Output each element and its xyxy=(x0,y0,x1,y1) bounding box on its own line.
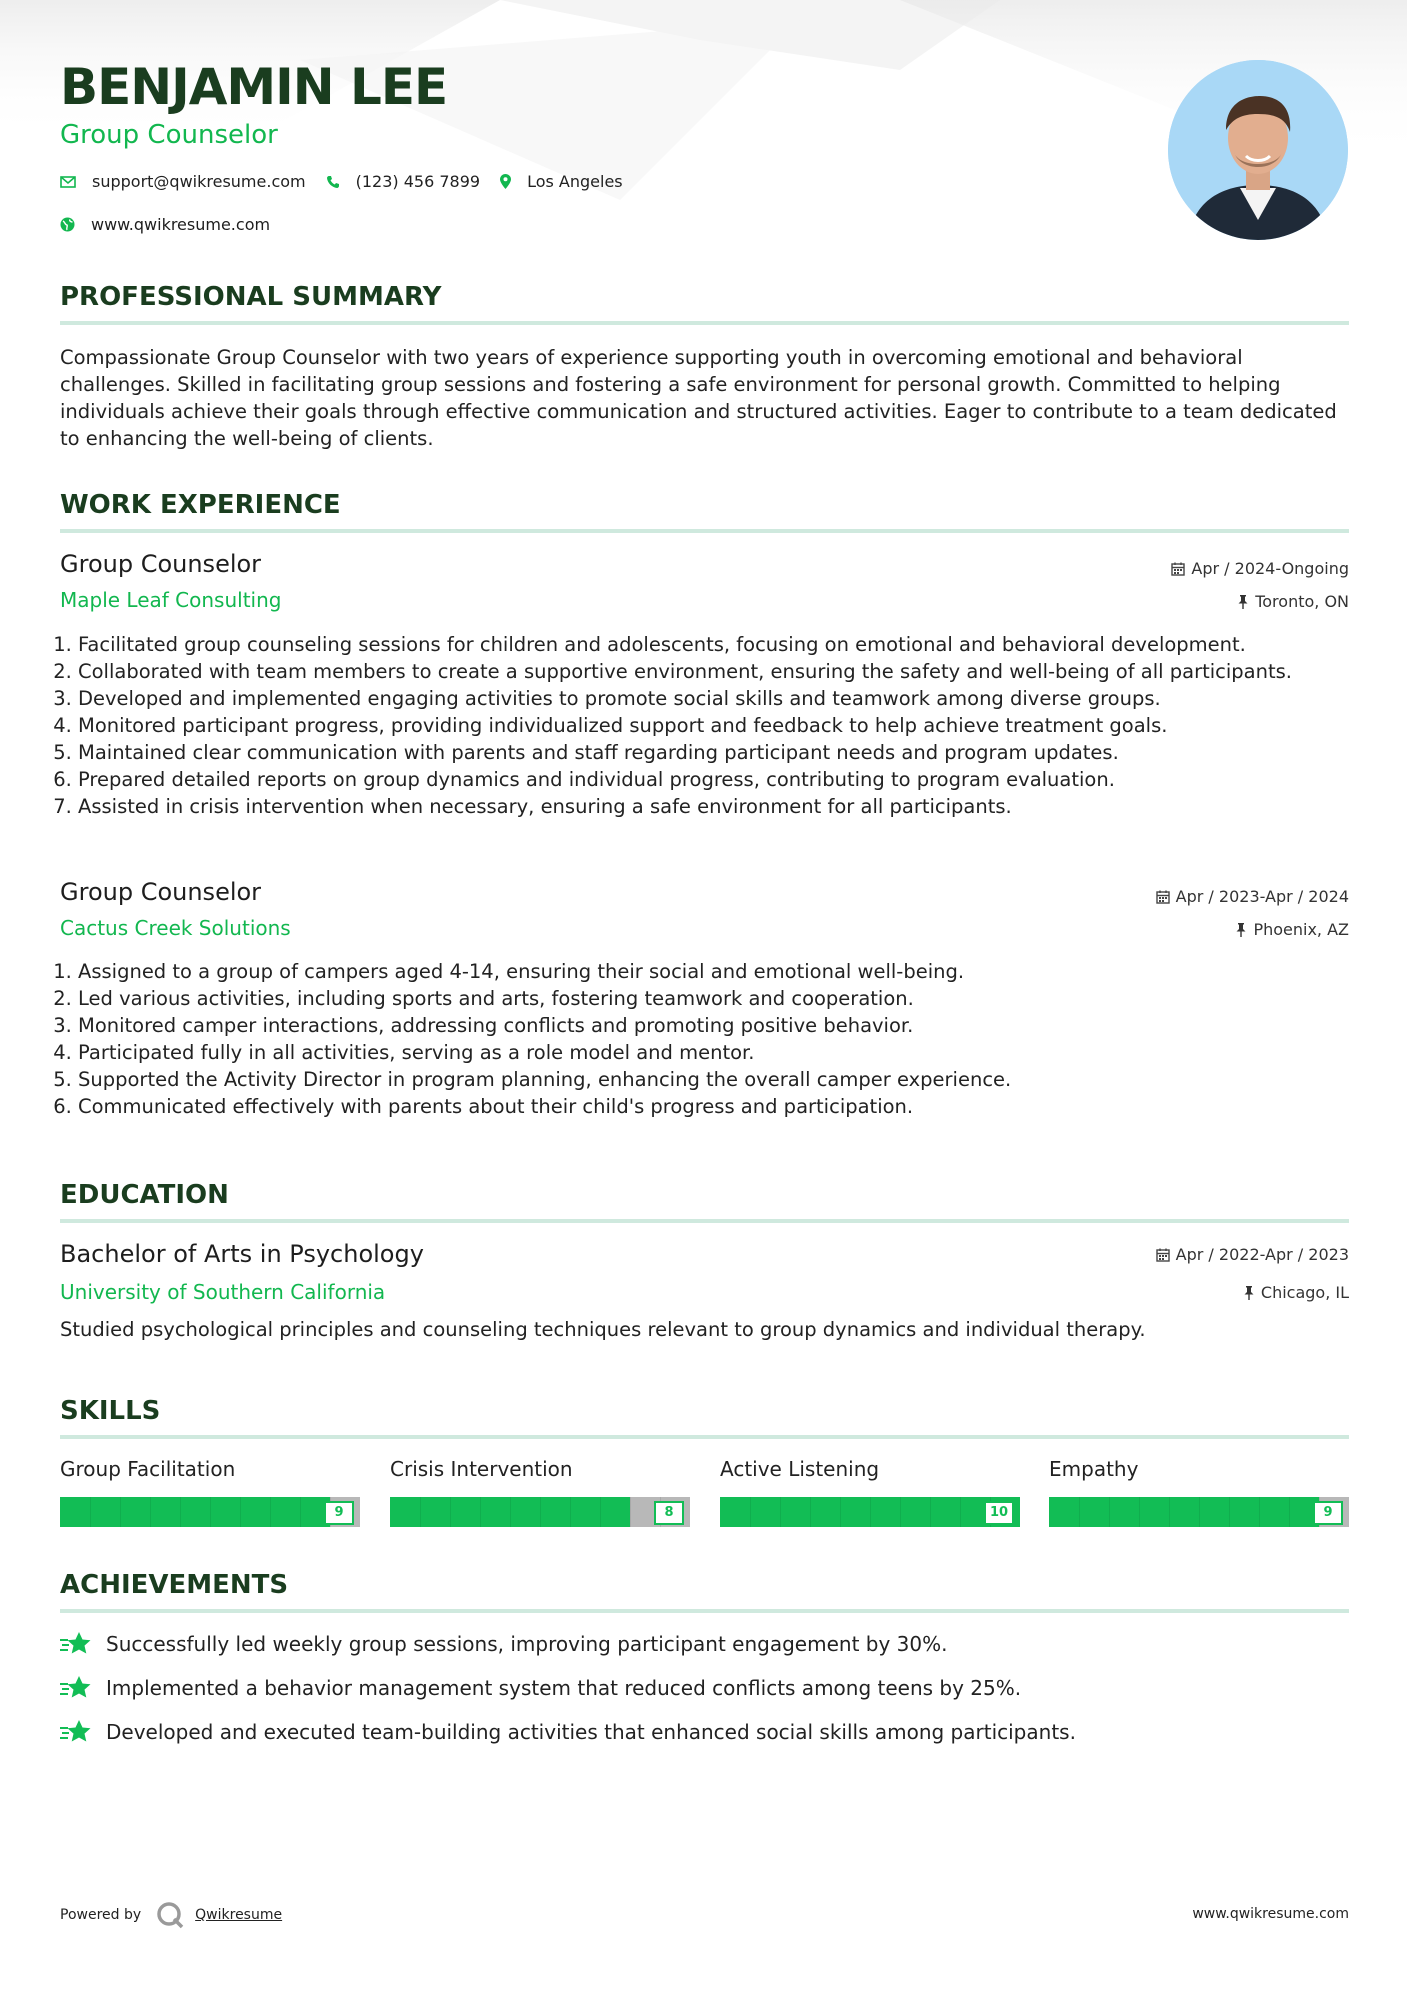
education-dates xyxy=(1156,1245,1349,1264)
skill-bar-segment xyxy=(810,1497,811,1527)
education-heading: EDUCATION xyxy=(60,1180,229,1210)
skill-item xyxy=(390,1457,690,1527)
list-item: 1. Assigned to a group of campers aged 4-14, ensuring their social and emotional well-being. xyxy=(78,958,1367,985)
skill-item xyxy=(720,1457,1020,1527)
star-award-icon xyxy=(60,1675,92,1701)
job-location-text: Phoenix, AZ xyxy=(1253,920,1349,939)
map-pin-icon xyxy=(500,174,511,189)
list-item: 5. Maintained clear communication with parents and staff regarding participant needs and program updates. xyxy=(78,739,1367,766)
website-text: www.qwikresume.com xyxy=(91,215,271,234)
job-dates-text: Apr / 2023-Apr / 2024 xyxy=(1175,887,1349,906)
skill-bar-segment xyxy=(600,1497,601,1527)
skill-bar-segment xyxy=(150,1497,151,1527)
job-company: Maple Leaf Consulting xyxy=(60,588,282,612)
skill-score: 9 xyxy=(324,1501,354,1525)
job-dates xyxy=(1171,559,1349,578)
education-location-text: Chicago, IL xyxy=(1260,1283,1349,1302)
skill-bar-fill xyxy=(1049,1497,1319,1527)
skills-heading: SKILLS xyxy=(60,1396,161,1426)
phone-text: (123) 456 7899 xyxy=(355,172,481,191)
globe-icon xyxy=(60,217,75,232)
achievement-text: Implemented a behavior management system that reduced conflicts among teens by 25%. xyxy=(106,1676,1022,1700)
skill-bar-segment xyxy=(540,1497,541,1527)
list-item: 6. Communicated effectively with parents about their child's progress and participation. xyxy=(78,1093,1367,1120)
skill-name: Group Facilitation xyxy=(60,1457,236,1481)
skill-bar-segment xyxy=(750,1497,751,1527)
star-award-icon xyxy=(60,1719,92,1745)
skill-bar-segment xyxy=(240,1497,241,1527)
skill-rating-bar xyxy=(1049,1497,1349,1527)
skill-bar-segment xyxy=(420,1497,421,1527)
skill-score: 10 xyxy=(984,1501,1014,1525)
skill-rating-bar xyxy=(390,1497,690,1527)
school-name: University of Southern California xyxy=(60,1280,386,1304)
skill-bar-segment xyxy=(900,1497,901,1527)
skill-bar-segment xyxy=(300,1497,301,1527)
skill-bar-segment xyxy=(570,1497,571,1527)
job-company: Cactus Creek Solutions xyxy=(60,916,291,940)
skill-bar-segment xyxy=(960,1497,961,1527)
list-item: 2. Collaborated with team members to create a supportive environment, ensuring the safety and well-being of all participants. xyxy=(78,658,1367,685)
email-contact[interactable] xyxy=(60,172,306,191)
education-divider xyxy=(60,1219,1349,1223)
skill-name: Empathy xyxy=(1049,1457,1139,1481)
summary-text: Compassionate Group Counselor with two years of experience supporting youth in overcoming emotional and behavioral challenges. Skilled in facilitating group sessions and fostering a safe environment for personal growth. Committed to helping individuals achieve their goals through effective communication and structured activities. Eager to contribute to a team dedicated to enhancing the well-being of clients. xyxy=(60,346,1337,450)
brand-link[interactable]: Qwikresume xyxy=(195,1907,283,1923)
website-contact[interactable] xyxy=(60,215,270,234)
skill-rating-bar xyxy=(720,1497,1020,1527)
job-dates xyxy=(1156,887,1349,906)
pushpin-icon xyxy=(1237,595,1249,609)
experience-divider xyxy=(60,529,1349,533)
skill-score: 8 xyxy=(654,1501,684,1525)
phone-contact[interactable] xyxy=(326,172,480,191)
achievements-heading: ACHIEVEMENTS xyxy=(60,1570,289,1600)
skill-bar-segment xyxy=(870,1497,871,1527)
powered-by-label: Powered by xyxy=(60,1907,142,1923)
location-text: Los Angeles xyxy=(527,172,623,191)
job-dates-text: Apr / 2024-Ongoing xyxy=(1191,559,1349,578)
job-duties-list xyxy=(60,958,1367,1120)
skill-rating-bar xyxy=(60,1497,360,1527)
contact-line xyxy=(60,172,643,191)
skill-item xyxy=(1049,1457,1349,1527)
skill-bar-segment xyxy=(450,1497,451,1527)
job-title: Group Counselor xyxy=(60,550,262,578)
skill-bar-fill xyxy=(60,1497,330,1527)
summary-heading: PROFESSIONAL SUMMARY xyxy=(60,282,442,312)
education-location xyxy=(1243,1283,1349,1302)
list-item: 2. Led various activities, including sports and arts, fostering teamwork and cooperation. xyxy=(78,985,1367,1012)
list-item: 3. Developed and implemented engaging activities to promote social skills and teamwork among diverse groups. xyxy=(78,685,1367,712)
pushpin-icon xyxy=(1243,1286,1255,1300)
calendar-icon xyxy=(1156,1248,1170,1262)
list-item: 4. Monitored participant progress, providing individualized support and feedback to help achieve treatment goals. xyxy=(78,712,1367,739)
achievement-item xyxy=(60,1719,1076,1745)
skills-divider xyxy=(60,1435,1349,1439)
profile-photo xyxy=(1168,60,1348,240)
list-item: 6. Prepared detailed reports on group dynamics and individual progress, contributing to program evaluation. xyxy=(78,766,1367,793)
skill-bar-segment xyxy=(1259,1497,1260,1527)
skill-bar-segment xyxy=(120,1497,121,1527)
location-contact xyxy=(500,172,623,191)
skill-name: Crisis Intervention xyxy=(390,1457,573,1481)
education-description: Studied psychological principles and counseling techniques relevant to group dynamics and individual therapy. xyxy=(60,1318,1146,1341)
skill-bar-segment xyxy=(780,1497,781,1527)
skill-bar-segment xyxy=(1139,1497,1140,1527)
skill-bar-segment xyxy=(270,1497,271,1527)
qwikresume-logo-icon xyxy=(155,1900,185,1930)
degree-title: Bachelor of Arts in Psychology xyxy=(60,1240,424,1268)
skill-bar-segment xyxy=(1229,1497,1230,1527)
list-item: 7. Assisted in crisis intervention when necessary, ensuring a safe environment for all participants. xyxy=(78,793,1367,820)
envelope-icon xyxy=(60,176,76,188)
job-duties-list xyxy=(60,631,1367,820)
pushpin-icon xyxy=(1235,923,1247,937)
list-item: 3. Monitored camper interactions, addressing conflicts and promoting positive behavior. xyxy=(78,1012,1367,1039)
achievement-text: Successfully led weekly group sessions, improving participant engagement by 30%. xyxy=(106,1632,948,1656)
skill-bar-segment xyxy=(480,1497,481,1527)
footer-url[interactable]: www.qwikresume.com xyxy=(1192,1906,1349,1922)
skill-bar-segment xyxy=(1199,1497,1200,1527)
skill-bar-segment xyxy=(510,1497,511,1527)
skill-bar-segment xyxy=(1169,1497,1170,1527)
summary-divider xyxy=(60,321,1349,325)
candidate-name: BENJAMIN LEE xyxy=(60,58,448,116)
phone-icon xyxy=(326,175,340,189)
footer-powered-by xyxy=(60,1900,282,1930)
list-item: 4. Participated fully in all activities, serving as a role model and mentor. xyxy=(78,1039,1367,1066)
achievement-item xyxy=(60,1675,1021,1701)
achievements-divider xyxy=(60,1609,1349,1613)
skill-bar-segment xyxy=(180,1497,181,1527)
calendar-icon xyxy=(1171,562,1185,576)
job-title: Group Counselor xyxy=(60,878,262,906)
star-award-icon xyxy=(60,1631,92,1657)
skill-bar-segment xyxy=(1109,1497,1110,1527)
achievement-item xyxy=(60,1631,947,1657)
candidate-title: Group Counselor xyxy=(60,120,278,150)
job-location-text: Toronto, ON xyxy=(1255,592,1349,611)
list-item: 1. Facilitated group counseling sessions for children and adolescents, focusing on emotional and behavioral development. xyxy=(78,631,1367,658)
skill-bar-segment xyxy=(90,1497,91,1527)
skill-item xyxy=(60,1457,360,1527)
experience-heading: WORK EXPERIENCE xyxy=(60,490,341,520)
email-text: support@qwikresume.com xyxy=(92,172,306,191)
skill-score: 9 xyxy=(1313,1501,1343,1525)
skill-bar-segment xyxy=(210,1497,211,1527)
skill-bar-segment xyxy=(630,1497,631,1527)
calendar-icon xyxy=(1156,890,1170,904)
job-location xyxy=(1235,920,1349,939)
education-dates-text: Apr / 2022-Apr / 2023 xyxy=(1175,1245,1349,1264)
achievement-text: Developed and executed team-building activities that enhanced social skills among participants. xyxy=(106,1720,1076,1744)
skill-bar-segment xyxy=(1289,1497,1290,1527)
avatar-illustration xyxy=(1168,60,1348,240)
skill-name: Active Listening xyxy=(720,1457,880,1481)
skill-bar-segment xyxy=(930,1497,931,1527)
skill-bar-segment xyxy=(1079,1497,1080,1527)
list-item: 5. Supported the Activity Director in program planning, enhancing the overall camper experience. xyxy=(78,1066,1367,1093)
skill-bar-segment xyxy=(840,1497,841,1527)
job-location xyxy=(1237,592,1349,611)
